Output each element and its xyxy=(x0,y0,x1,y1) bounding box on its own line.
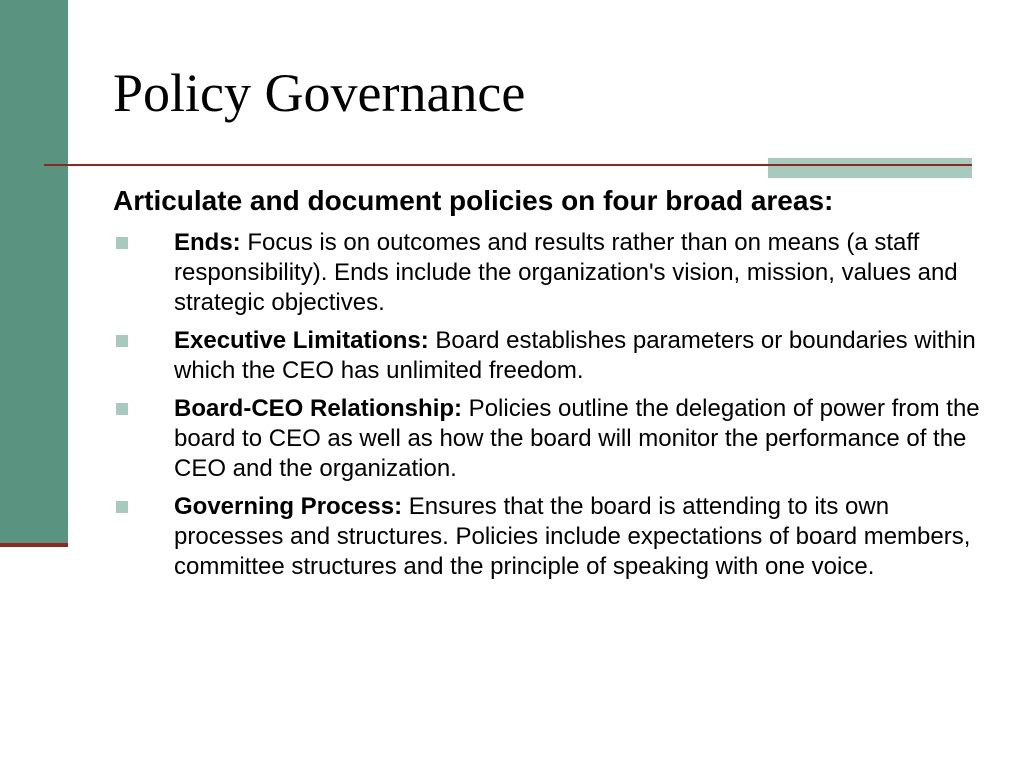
bullet-item-governing-process xyxy=(113,492,1003,582)
left-accent-bar xyxy=(0,0,68,545)
bullet-text: Ensures that the board is attending to its own processes and structures. Policies include expectations of board members, committee structures and the principle of speaking with one voice. xyxy=(174,492,971,580)
body-heading: Articulate and document policies on four broad areas: xyxy=(113,185,834,216)
bullet-item-board-ceo-relationship xyxy=(113,394,1003,484)
square-bullet-icon xyxy=(116,403,128,415)
bullet-item-ends xyxy=(113,228,1003,318)
square-bullet-icon xyxy=(116,335,128,347)
bullet-text: Policies outline the delegation of power from the board to CEO as well as how the board will monitor the performance of the CEO and the organization. xyxy=(174,394,980,482)
left-accent-rule xyxy=(0,543,68,547)
title-accent-block xyxy=(768,158,972,178)
bullet-list xyxy=(113,228,1003,582)
bullet-item-executive-limitations xyxy=(113,326,1003,386)
bullet-term: Board-CEO Relationship: xyxy=(174,394,463,422)
slide-body xyxy=(113,184,1003,590)
bullet-term: Ends: xyxy=(174,228,241,256)
bullet-term: Executive Limitations: xyxy=(174,326,429,354)
bullet-term: Governing Process: xyxy=(174,492,403,520)
slide-title: Policy Governance xyxy=(113,63,526,123)
square-bullet-icon xyxy=(116,501,128,513)
bullet-text: Board establishes parameters or boundaries within which the CEO has unlimited freedom. xyxy=(174,326,976,384)
bullet-text: Focus is on outcomes and results rather than on means (a staff responsibility). Ends include the organization's vision, mission, values and strategic objectives. xyxy=(174,228,958,316)
square-bullet-icon xyxy=(116,237,128,249)
title-divider xyxy=(44,164,972,166)
